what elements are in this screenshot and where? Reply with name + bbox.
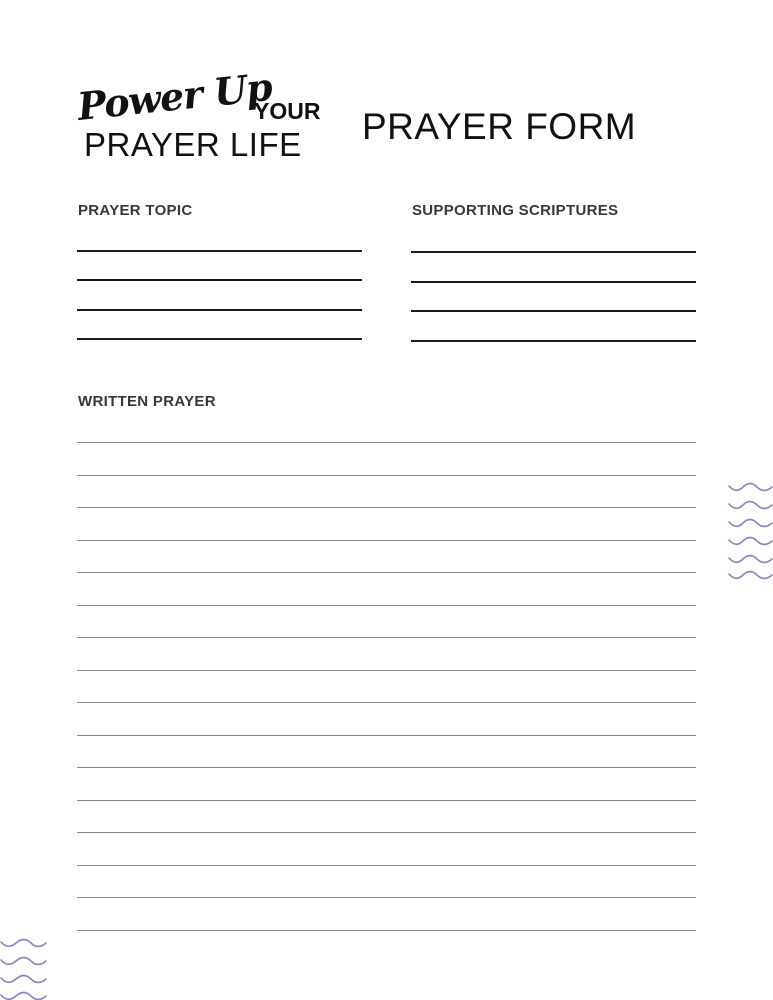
prayer-topic-line[interactable] [77,279,362,281]
written-prayer-line[interactable] [77,605,696,606]
scripture-line[interactable] [411,281,696,283]
written-prayer-line[interactable] [77,540,696,541]
written-prayer-line[interactable] [77,832,696,833]
wave-decoration-icon [0,936,48,1000]
written-prayer-line[interactable] [77,572,696,573]
written-prayer-line[interactable] [77,767,696,768]
written-prayer-line[interactable] [77,897,696,898]
written-prayer-line[interactable] [77,865,696,866]
written-prayer-line[interactable] [77,800,696,801]
written-prayer-line[interactable] [77,702,696,703]
written-prayer-line[interactable] [77,507,696,508]
wave-decoration-icon [728,480,773,584]
brand-script-text: Power Up [75,63,274,129]
written-prayer-line[interactable] [77,930,696,931]
written-prayer-line[interactable] [77,475,696,476]
scripture-line[interactable] [411,251,696,253]
written-prayer-line[interactable] [77,735,696,736]
written-prayer-label: WRITTEN PRAYER [78,393,216,410]
page-title: PRAYER FORM [362,106,637,147]
supporting-scriptures-label: SUPPORTING SCRIPTURES [412,202,619,219]
scripture-line[interactable] [411,340,696,342]
prayer-topic-label: PRAYER TOPIC [78,202,193,219]
written-prayer-line[interactable] [77,637,696,638]
brand-your-text: YOUR [254,98,321,124]
prayer-topic-line[interactable] [77,250,362,252]
brand-logo [75,63,328,166]
written-prayer-line[interactable] [77,670,696,671]
written-prayer-line[interactable] [77,442,696,443]
scripture-line[interactable] [411,310,696,312]
prayer-topic-line[interactable] [77,309,362,311]
prayer-topic-line[interactable] [77,338,362,340]
brand-prayer-life-text: PRAYER LIFE [84,126,302,163]
